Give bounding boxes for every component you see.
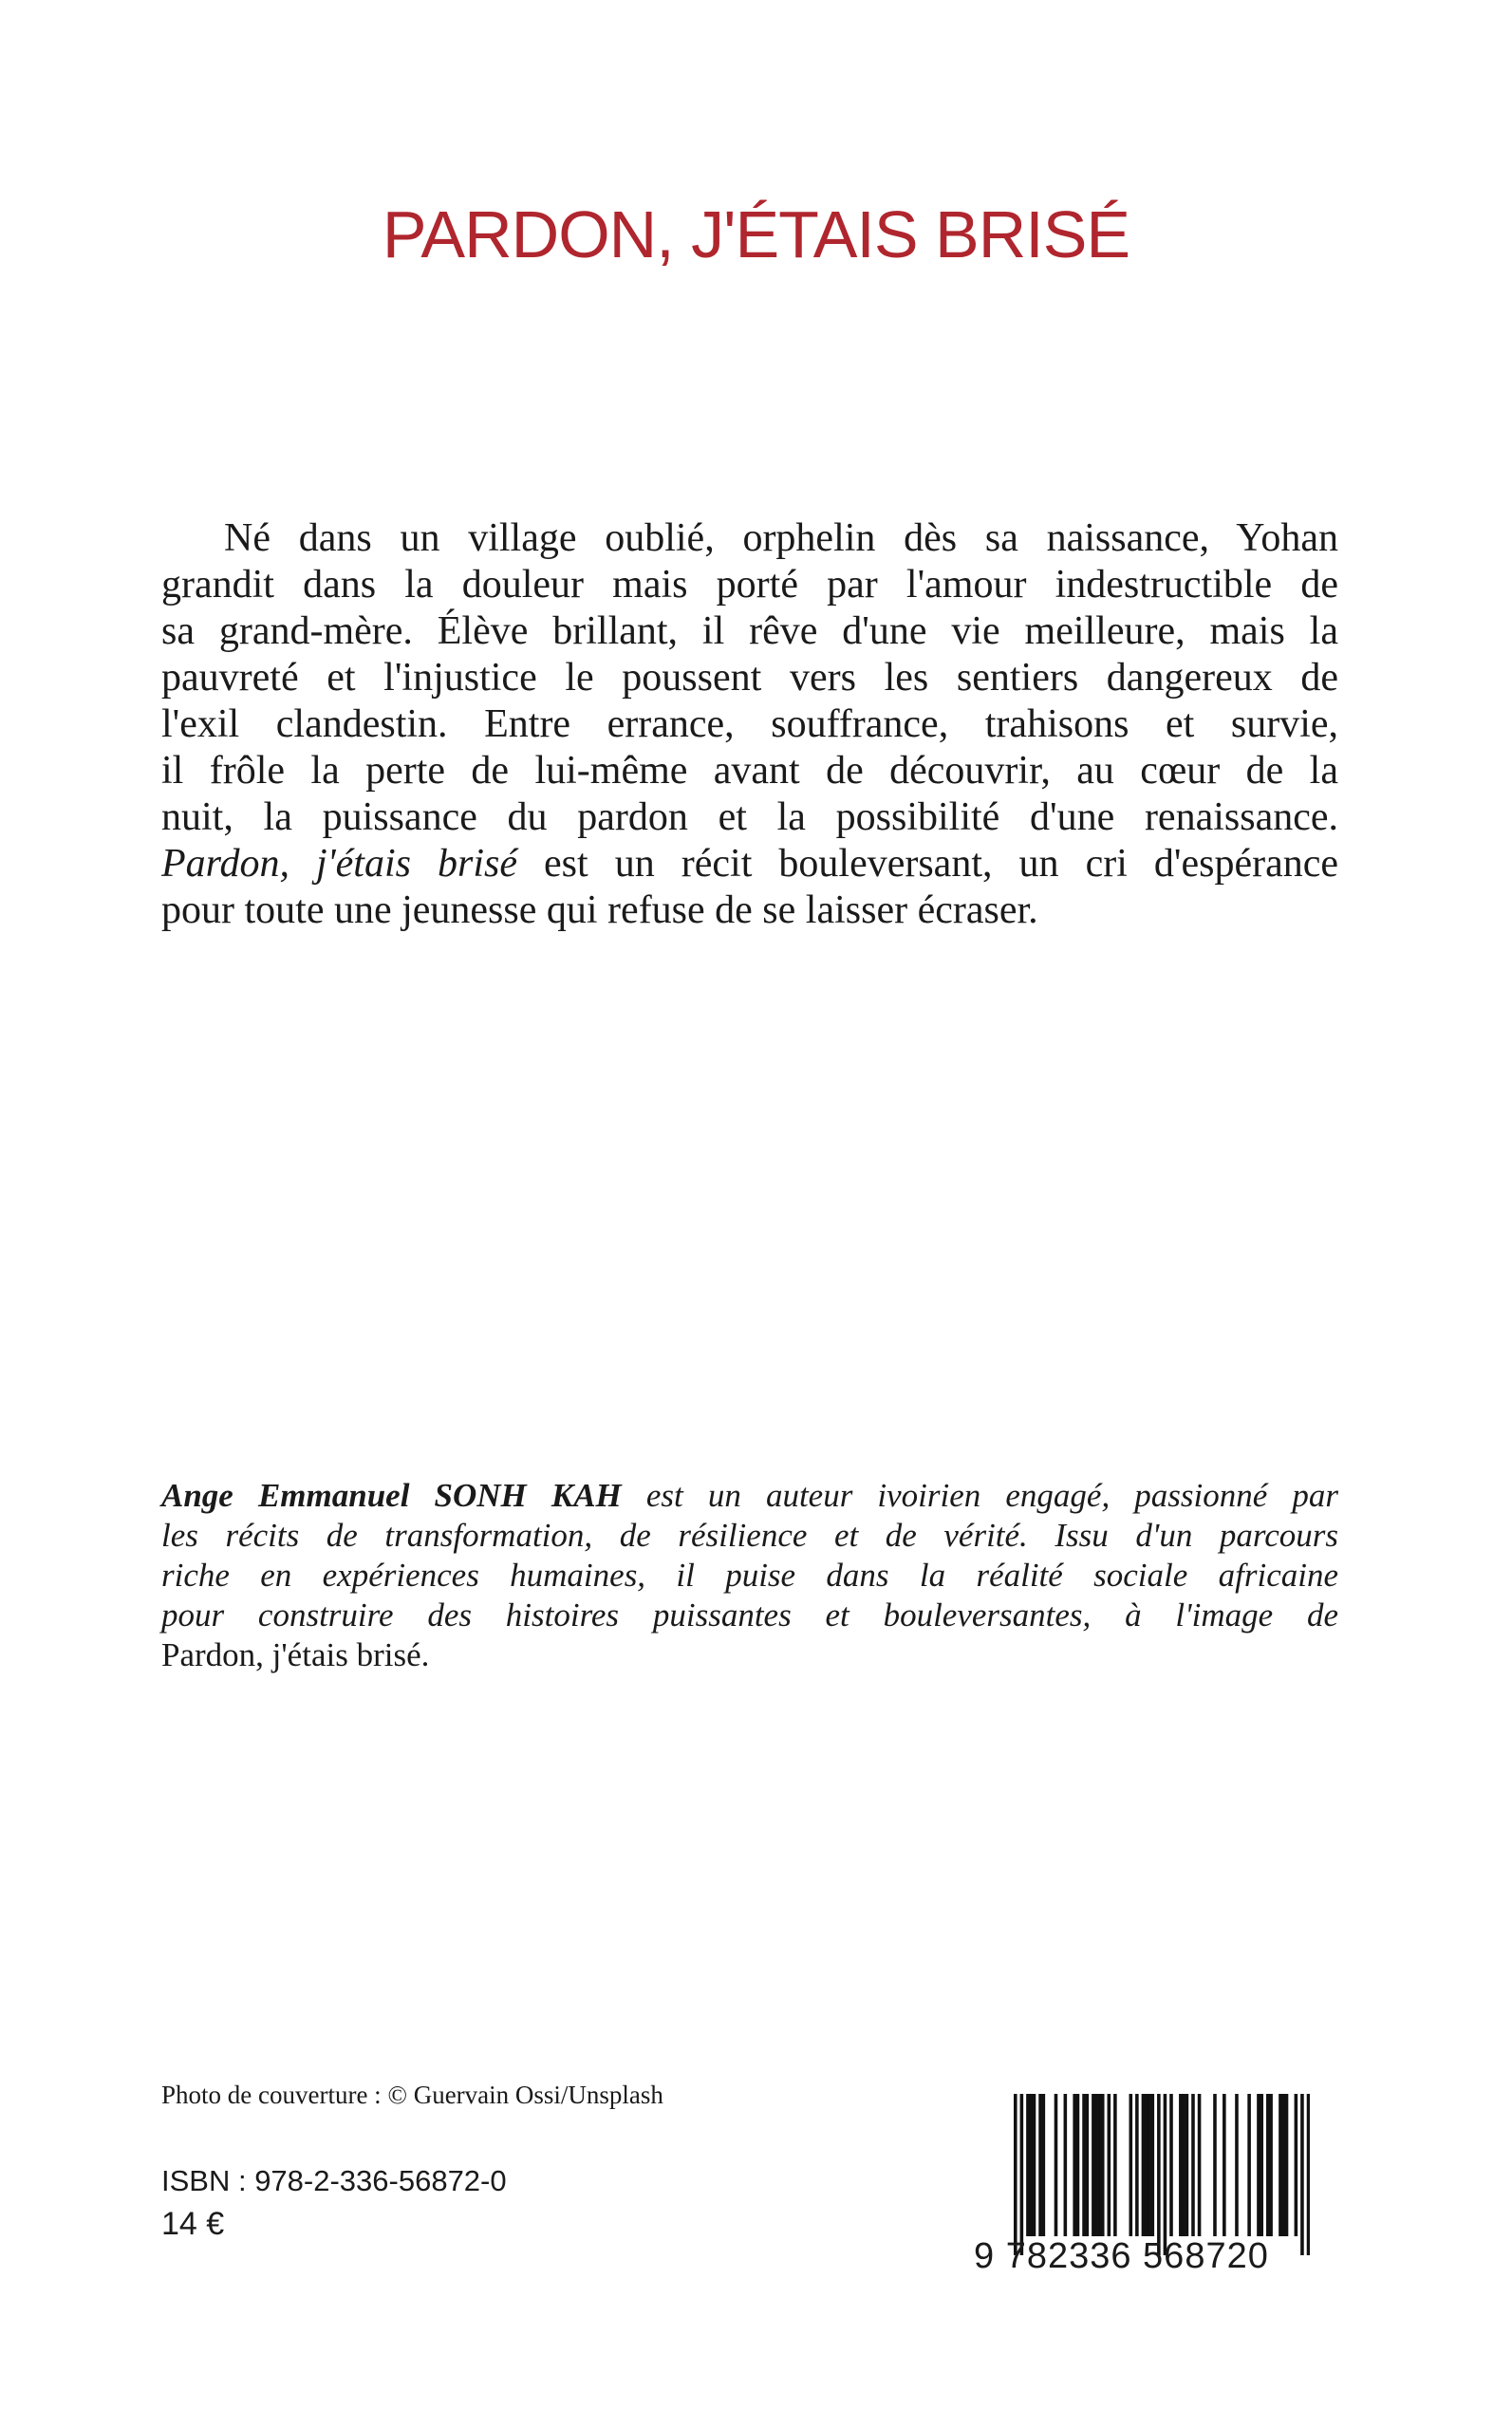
barcode-bar [1191, 2094, 1195, 2236]
barcode-bar [1026, 2094, 1030, 2236]
barcode-bar [1148, 2094, 1151, 2236]
barcode-bar [1266, 2094, 1270, 2236]
author-bio [161, 1476, 1338, 1675]
barcode-bar [1113, 2094, 1117, 2236]
barcode-bar [1213, 2094, 1217, 2236]
barcode-bar [1185, 2094, 1189, 2236]
barcode-bar [1020, 2094, 1024, 2255]
barcode-bar [1029, 2094, 1033, 2236]
blurb-line: pauvreté et l'injustice le poussent vers les sentiers dangereux de [161, 656, 1338, 700]
barcode-bar [1260, 2094, 1263, 2236]
barcode-bar [1142, 2094, 1146, 2236]
blurb-line: grandit dans la douleur mais porté par l'amour indestructible de [161, 563, 1338, 607]
barcode-bar [1038, 2094, 1042, 2236]
bio-last-line: Pardon, j'étais brisé. [161, 1636, 430, 1673]
barcode-bar [1086, 2094, 1090, 2236]
barcode-bar [1064, 2094, 1068, 2236]
barcode-bar [1082, 2094, 1086, 2236]
author-name: Ange Emmanuel SONH KAH [161, 1477, 622, 1514]
bio-line [161, 1476, 1338, 1516]
barcode-bar [1223, 2094, 1226, 2236]
back-cover-blurb [161, 515, 1338, 934]
barcode-bar [1295, 2094, 1298, 2236]
barcode-bar [1235, 2094, 1239, 2236]
barcode-bar [1164, 2094, 1167, 2255]
barcode-bar [1300, 2094, 1304, 2255]
barcode-bar [1135, 2094, 1139, 2236]
blurb-line: l'exil clandestin. Entre errance, souffrance, trahisons et survie, [161, 702, 1338, 746]
blurb-line [161, 841, 1338, 887]
price: 14 € [161, 2206, 225, 2242]
barcode-bar [1169, 2094, 1173, 2236]
barcode-bar [1198, 2094, 1202, 2236]
barcode-bar [1033, 2094, 1036, 2236]
barcode-bar [1269, 2094, 1273, 2236]
barcode-bar [1073, 2094, 1076, 2236]
barcode-bar [1157, 2094, 1161, 2255]
bio-line: les récits de transformation, de résilience et de vérité. Issu d'un parcours [161, 1517, 1338, 1554]
barcode-bar [1129, 2094, 1133, 2236]
blurb-line: pour toute une jeunesse qui refuse de se laisser écraser. [161, 888, 1038, 932]
blurb-italic-title: Pardon, j'étais brisé [161, 842, 517, 886]
photo-credit: Photo de couverture : © Guervain Ossi/Unsplash [161, 2081, 663, 2109]
blurb-line-rest: est un récit bouleversant, un cri d'espérance [517, 842, 1339, 886]
barcode-bar [1182, 2094, 1185, 2236]
blurb-line: sa grand-mère. Élève brillant, il rêve d'une vie meilleure, mais la [161, 609, 1338, 653]
barcode-bar [1179, 2094, 1183, 2236]
book-title: PARDON, J'ÉTAIS BRISÉ [382, 197, 1130, 271]
barcode-bar [1101, 2094, 1105, 2236]
barcode-bar [1247, 2094, 1251, 2236]
barcode-bar [1108, 2094, 1111, 2236]
barcode-bar [1098, 2094, 1102, 2236]
bio-line: pour construire des histoires puissantes et bouleversantes, à l'image de [161, 1597, 1338, 1634]
barcode-bar [1151, 2094, 1155, 2236]
barcode-bar [1281, 2094, 1285, 2236]
isbn: ISBN : 978-2-336-56872-0 [161, 2164, 507, 2197]
blurb-line: Né dans un village oublié, orphelin dès sa naissance, Yohan [224, 516, 1338, 560]
barcode-bar [1076, 2094, 1080, 2236]
blurb-line: nuit, la puissance du pardon et la possibilité d'une renaissance. [161, 795, 1338, 839]
barcode-bars [1014, 2094, 1310, 2255]
barcode-digits: 9 782336 568720 [974, 2236, 1269, 2276]
barcode-bar [1055, 2094, 1058, 2236]
barcode-bar [1094, 2094, 1098, 2236]
barcode-bar [1257, 2094, 1260, 2236]
barcode-bar [1042, 2094, 1046, 2236]
barcode-bar [1145, 2094, 1148, 2236]
barcode-bar [1307, 2094, 1310, 2255]
barcode-bar [1285, 2094, 1289, 2236]
barcode-bar [1014, 2094, 1017, 2255]
ean13-barcode-icon [1014, 2094, 1310, 2255]
bio-line: riche en expériences humaines, il puise dans la réalité sociale africaine [161, 1557, 1338, 1594]
bio-line-rest: est un auteur ivoirien engagé, passionné par [621, 1477, 1339, 1514]
blurb-line: il frôle la perte de lui-même avant de découvrir, au cœur de la [161, 749, 1338, 793]
barcode-bar [1279, 2094, 1282, 2236]
barcode-bar [1092, 2094, 1095, 2236]
